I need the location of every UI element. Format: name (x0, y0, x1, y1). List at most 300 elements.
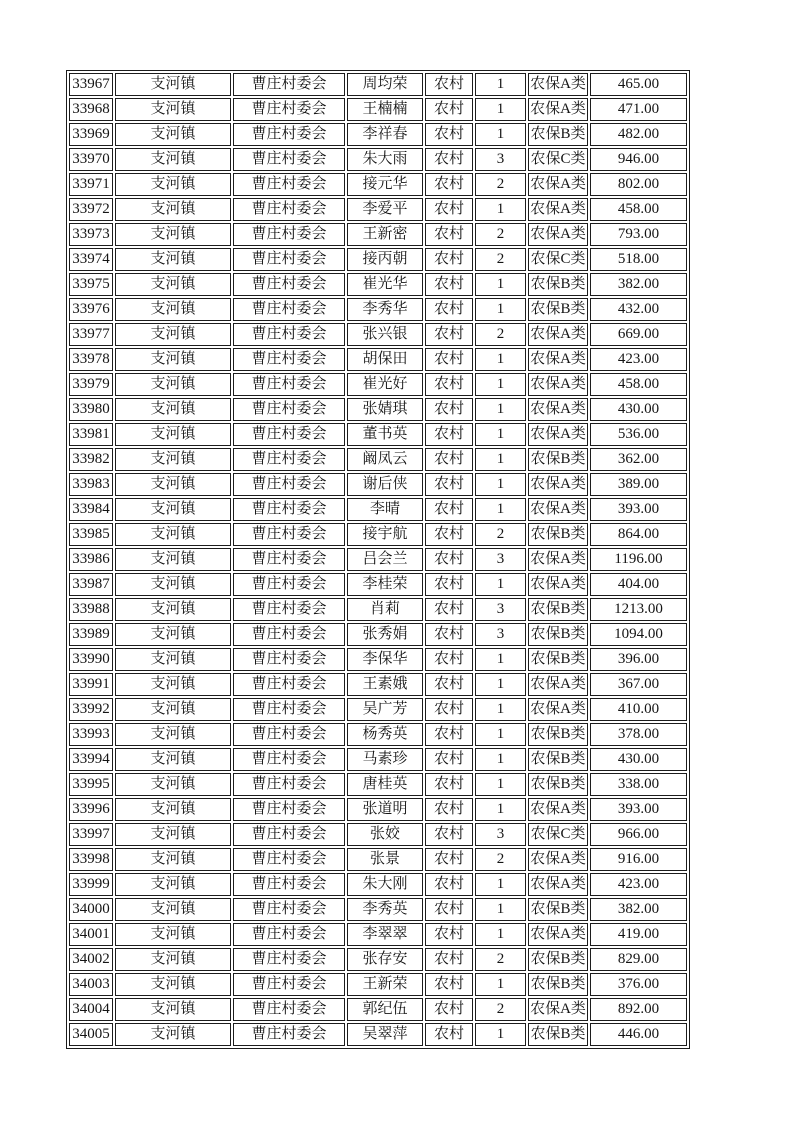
cell-town: 支河镇 (115, 398, 231, 421)
cell-residence: 农村 (425, 923, 473, 946)
table-row (69, 98, 687, 121)
cell-count: 1 (475, 773, 526, 796)
cell-id: 33992 (69, 698, 113, 721)
cell-town: 支河镇 (115, 548, 231, 571)
cell-town: 支河镇 (115, 123, 231, 146)
cell-amount: 966.00 (590, 823, 687, 846)
cell-residence: 农村 (425, 973, 473, 996)
cell-insurance_type: 农保A类 (528, 848, 588, 871)
cell-village: 曹庄村委会 (233, 798, 345, 821)
cell-town: 支河镇 (115, 798, 231, 821)
cell-name: 李翠翠 (347, 923, 423, 946)
cell-insurance_type: 农保A类 (528, 673, 588, 696)
cell-amount: 829.00 (590, 948, 687, 971)
cell-insurance_type: 农保A类 (528, 348, 588, 371)
cell-id: 33997 (69, 823, 113, 846)
table-row (69, 598, 687, 621)
cell-insurance_type: 农保C类 (528, 148, 588, 171)
cell-residence: 农村 (425, 598, 473, 621)
cell-residence: 农村 (425, 323, 473, 346)
cell-insurance_type: 农保A类 (528, 423, 588, 446)
table-row (69, 248, 687, 271)
cell-town: 支河镇 (115, 923, 231, 946)
cell-amount: 536.00 (590, 423, 687, 446)
cell-village: 曹庄村委会 (233, 373, 345, 396)
cell-id: 33972 (69, 198, 113, 221)
cell-town: 支河镇 (115, 998, 231, 1021)
cell-count: 1 (475, 798, 526, 821)
cell-residence: 农村 (425, 898, 473, 921)
cell-count: 1 (475, 473, 526, 496)
cell-id: 33969 (69, 123, 113, 146)
cell-village: 曹庄村委会 (233, 648, 345, 671)
cell-town: 支河镇 (115, 98, 231, 121)
cell-amount: 423.00 (590, 348, 687, 371)
cell-count: 1 (475, 348, 526, 371)
cell-residence: 农村 (425, 723, 473, 746)
cell-insurance_type: 农保B类 (528, 523, 588, 546)
cell-amount: 1094.00 (590, 623, 687, 646)
cell-amount: 362.00 (590, 448, 687, 471)
cell-id: 33998 (69, 848, 113, 871)
cell-town: 支河镇 (115, 473, 231, 496)
cell-name: 李秀英 (347, 898, 423, 921)
cell-count: 2 (475, 248, 526, 271)
cell-id: 33994 (69, 748, 113, 771)
cell-town: 支河镇 (115, 723, 231, 746)
table-row (69, 748, 687, 771)
cell-town: 支河镇 (115, 423, 231, 446)
cell-insurance_type: 农保A类 (528, 873, 588, 896)
cell-amount: 946.00 (590, 148, 687, 171)
cell-id: 34003 (69, 973, 113, 996)
cell-village: 曹庄村委会 (233, 248, 345, 271)
cell-town: 支河镇 (115, 148, 231, 171)
cell-insurance_type: 农保C类 (528, 248, 588, 271)
cell-insurance_type: 农保A类 (528, 573, 588, 596)
insurance-payment-table (66, 70, 690, 1049)
cell-residence: 农村 (425, 573, 473, 596)
cell-name: 朱大雨 (347, 148, 423, 171)
cell-insurance_type: 农保B类 (528, 648, 588, 671)
cell-village: 曹庄村委会 (233, 548, 345, 571)
cell-town: 支河镇 (115, 573, 231, 596)
cell-residence: 农村 (425, 648, 473, 671)
cell-id: 33981 (69, 423, 113, 446)
cell-village: 曹庄村委会 (233, 973, 345, 996)
cell-residence: 农村 (425, 523, 473, 546)
cell-insurance_type: 农保B类 (528, 123, 588, 146)
cell-village: 曹庄村委会 (233, 273, 345, 296)
cell-residence: 农村 (425, 673, 473, 696)
cell-village: 曹庄村委会 (233, 773, 345, 796)
cell-residence: 农村 (425, 473, 473, 496)
cell-name: 吕会兰 (347, 548, 423, 571)
cell-id: 33977 (69, 323, 113, 346)
cell-residence: 农村 (425, 998, 473, 1021)
table-row (69, 898, 687, 921)
cell-name: 郭纪伍 (347, 998, 423, 1021)
table-row (69, 798, 687, 821)
cell-residence: 农村 (425, 148, 473, 171)
cell-town: 支河镇 (115, 948, 231, 971)
cell-town: 支河镇 (115, 323, 231, 346)
table-row (69, 298, 687, 321)
cell-village: 曹庄村委会 (233, 423, 345, 446)
cell-amount: 430.00 (590, 398, 687, 421)
cell-id: 33996 (69, 798, 113, 821)
cell-amount: 393.00 (590, 498, 687, 521)
cell-village: 曹庄村委会 (233, 898, 345, 921)
cell-count: 1 (475, 723, 526, 746)
cell-residence: 农村 (425, 798, 473, 821)
cell-name: 张姣 (347, 823, 423, 846)
cell-name: 张婧琪 (347, 398, 423, 421)
cell-town: 支河镇 (115, 198, 231, 221)
cell-name: 王素娥 (347, 673, 423, 696)
table-row (69, 223, 687, 246)
table-row (69, 148, 687, 171)
cell-id: 33982 (69, 448, 113, 471)
cell-amount: 382.00 (590, 273, 687, 296)
cell-insurance_type: 农保B类 (528, 748, 588, 771)
cell-count: 1 (475, 373, 526, 396)
cell-residence: 农村 (425, 198, 473, 221)
cell-amount: 892.00 (590, 998, 687, 1021)
cell-amount: 864.00 (590, 523, 687, 546)
cell-name: 崔光华 (347, 273, 423, 296)
cell-village: 曹庄村委会 (233, 923, 345, 946)
cell-amount: 393.00 (590, 798, 687, 821)
cell-id: 33980 (69, 398, 113, 421)
cell-id: 33993 (69, 723, 113, 746)
cell-residence: 农村 (425, 98, 473, 121)
cell-town: 支河镇 (115, 898, 231, 921)
cell-id: 33989 (69, 623, 113, 646)
cell-count: 1 (475, 423, 526, 446)
cell-name: 李爱平 (347, 198, 423, 221)
cell-count: 1 (475, 273, 526, 296)
table-row (69, 398, 687, 421)
table-row (69, 173, 687, 196)
cell-name: 王新密 (347, 223, 423, 246)
cell-amount: 432.00 (590, 298, 687, 321)
cell-insurance_type: 农保A类 (528, 398, 588, 421)
cell-town: 支河镇 (115, 648, 231, 671)
cell-name: 阚凤云 (347, 448, 423, 471)
cell-name: 接宇航 (347, 523, 423, 546)
cell-residence: 农村 (425, 848, 473, 871)
cell-insurance_type: 农保C类 (528, 823, 588, 846)
cell-town: 支河镇 (115, 273, 231, 296)
cell-insurance_type: 农保B类 (528, 623, 588, 646)
cell-residence: 农村 (425, 223, 473, 246)
table-row (69, 423, 687, 446)
cell-town: 支河镇 (115, 973, 231, 996)
table-row (69, 873, 687, 896)
cell-id: 33999 (69, 873, 113, 896)
cell-amount: 378.00 (590, 723, 687, 746)
cell-name: 朱大刚 (347, 873, 423, 896)
cell-village: 曹庄村委会 (233, 598, 345, 621)
cell-residence: 农村 (425, 123, 473, 146)
cell-name: 唐桂英 (347, 773, 423, 796)
cell-village: 曹庄村委会 (233, 873, 345, 896)
cell-name: 杨秀英 (347, 723, 423, 746)
cell-count: 1 (475, 298, 526, 321)
cell-insurance_type: 农保A类 (528, 923, 588, 946)
cell-count: 1 (475, 73, 526, 96)
cell-residence: 农村 (425, 398, 473, 421)
cell-id: 33978 (69, 348, 113, 371)
cell-amount: 669.00 (590, 323, 687, 346)
cell-village: 曹庄村委会 (233, 448, 345, 471)
cell-amount: 423.00 (590, 873, 687, 896)
cell-id: 34005 (69, 1023, 113, 1046)
cell-insurance_type: 农保B类 (528, 773, 588, 796)
cell-village: 曹庄村委会 (233, 173, 345, 196)
cell-name: 谢后侠 (347, 473, 423, 496)
table-row (69, 73, 687, 96)
cell-residence: 农村 (425, 698, 473, 721)
cell-village: 曹庄村委会 (233, 223, 345, 246)
table-row (69, 523, 687, 546)
cell-town: 支河镇 (115, 848, 231, 871)
table-row (69, 548, 687, 571)
cell-id: 33979 (69, 373, 113, 396)
cell-name: 张兴银 (347, 323, 423, 346)
cell-amount: 793.00 (590, 223, 687, 246)
cell-count: 3 (475, 598, 526, 621)
cell-residence: 农村 (425, 773, 473, 796)
cell-village: 曹庄村委会 (233, 523, 345, 546)
cell-village: 曹庄村委会 (233, 298, 345, 321)
cell-residence: 农村 (425, 448, 473, 471)
cell-village: 曹庄村委会 (233, 198, 345, 221)
table-row (69, 1023, 687, 1046)
cell-town: 支河镇 (115, 373, 231, 396)
cell-count: 1 (475, 748, 526, 771)
cell-name: 张道明 (347, 798, 423, 821)
cell-amount: 396.00 (590, 648, 687, 671)
cell-town: 支河镇 (115, 73, 231, 96)
cell-village: 曹庄村委会 (233, 948, 345, 971)
table-row (69, 698, 687, 721)
cell-count: 1 (475, 573, 526, 596)
cell-residence: 农村 (425, 748, 473, 771)
cell-name: 张景 (347, 848, 423, 871)
cell-id: 34004 (69, 998, 113, 1021)
cell-amount: 1213.00 (590, 598, 687, 621)
cell-amount: 916.00 (590, 848, 687, 871)
cell-amount: 471.00 (590, 98, 687, 121)
cell-id: 33976 (69, 298, 113, 321)
cell-amount: 389.00 (590, 473, 687, 496)
cell-id: 33988 (69, 598, 113, 621)
cell-amount: 465.00 (590, 73, 687, 96)
cell-count: 1 (475, 648, 526, 671)
cell-residence: 农村 (425, 873, 473, 896)
cell-name: 接元华 (347, 173, 423, 196)
cell-id: 34002 (69, 948, 113, 971)
cell-name: 崔光好 (347, 373, 423, 396)
cell-village: 曹庄村委会 (233, 73, 345, 96)
cell-village: 曹庄村委会 (233, 748, 345, 771)
cell-residence: 农村 (425, 623, 473, 646)
table-row (69, 473, 687, 496)
cell-town: 支河镇 (115, 598, 231, 621)
cell-insurance_type: 农保B类 (528, 1023, 588, 1046)
cell-count: 3 (475, 823, 526, 846)
cell-insurance_type: 农保B类 (528, 273, 588, 296)
cell-amount: 338.00 (590, 773, 687, 796)
cell-village: 曹庄村委会 (233, 723, 345, 746)
table-row (69, 823, 687, 846)
cell-id: 33995 (69, 773, 113, 796)
cell-residence: 农村 (425, 298, 473, 321)
cell-village: 曹庄村委会 (233, 698, 345, 721)
cell-id: 34000 (69, 898, 113, 921)
cell-count: 2 (475, 523, 526, 546)
cell-village: 曹庄村委会 (233, 848, 345, 871)
cell-insurance_type: 农保A类 (528, 173, 588, 196)
table-row (69, 948, 687, 971)
cell-village: 曹庄村委会 (233, 148, 345, 171)
cell-id: 33986 (69, 548, 113, 571)
cell-count: 2 (475, 998, 526, 1021)
cell-name: 李晴 (347, 498, 423, 521)
cell-amount: 458.00 (590, 373, 687, 396)
cell-id: 33973 (69, 223, 113, 246)
cell-town: 支河镇 (115, 298, 231, 321)
cell-residence: 农村 (425, 948, 473, 971)
table-row (69, 673, 687, 696)
cell-insurance_type: 农保B类 (528, 898, 588, 921)
cell-name: 张秀娟 (347, 623, 423, 646)
cell-insurance_type: 农保B类 (528, 598, 588, 621)
cell-name: 王新荣 (347, 973, 423, 996)
cell-count: 1 (475, 123, 526, 146)
cell-amount: 458.00 (590, 198, 687, 221)
cell-name: 李秀华 (347, 298, 423, 321)
cell-insurance_type: 农保A类 (528, 198, 588, 221)
cell-count: 2 (475, 848, 526, 871)
cell-town: 支河镇 (115, 698, 231, 721)
cell-count: 1 (475, 448, 526, 471)
table-row (69, 273, 687, 296)
cell-village: 曹庄村委会 (233, 1023, 345, 1046)
cell-insurance_type: 农保A类 (528, 98, 588, 121)
cell-count: 2 (475, 223, 526, 246)
cell-insurance_type: 农保A类 (528, 698, 588, 721)
cell-village: 曹庄村委会 (233, 323, 345, 346)
cell-residence: 农村 (425, 373, 473, 396)
table-row (69, 623, 687, 646)
cell-town: 支河镇 (115, 523, 231, 546)
cell-name: 吴广芳 (347, 698, 423, 721)
cell-id: 33991 (69, 673, 113, 696)
table-row (69, 373, 687, 396)
cell-insurance_type: 农保B类 (528, 298, 588, 321)
table-row (69, 773, 687, 796)
cell-insurance_type: 农保B类 (528, 973, 588, 996)
cell-village: 曹庄村委会 (233, 998, 345, 1021)
cell-id: 33985 (69, 523, 113, 546)
cell-amount: 410.00 (590, 698, 687, 721)
cell-insurance_type: 农保B类 (528, 948, 588, 971)
cell-amount: 518.00 (590, 248, 687, 271)
cell-amount: 802.00 (590, 173, 687, 196)
cell-residence: 农村 (425, 498, 473, 521)
cell-count: 1 (475, 973, 526, 996)
cell-town: 支河镇 (115, 173, 231, 196)
cell-insurance_type: 农保A类 (528, 473, 588, 496)
cell-count: 1 (475, 1023, 526, 1046)
cell-insurance_type: 农保A类 (528, 323, 588, 346)
cell-count: 1 (475, 198, 526, 221)
cell-id: 33990 (69, 648, 113, 671)
cell-id: 33968 (69, 98, 113, 121)
cell-amount: 382.00 (590, 898, 687, 921)
cell-name: 吴翠萍 (347, 1023, 423, 1046)
cell-count: 2 (475, 948, 526, 971)
cell-count: 1 (475, 673, 526, 696)
cell-count: 1 (475, 498, 526, 521)
cell-insurance_type: 农保A类 (528, 998, 588, 1021)
cell-amount: 430.00 (590, 748, 687, 771)
cell-name: 李祥春 (347, 123, 423, 146)
cell-insurance_type: 农保A类 (528, 373, 588, 396)
cell-name: 胡保田 (347, 348, 423, 371)
table-row (69, 198, 687, 221)
cell-residence: 农村 (425, 423, 473, 446)
cell-id: 33984 (69, 498, 113, 521)
cell-town: 支河镇 (115, 748, 231, 771)
cell-insurance_type: 农保A类 (528, 798, 588, 821)
cell-residence: 农村 (425, 273, 473, 296)
cell-town: 支河镇 (115, 873, 231, 896)
cell-count: 3 (475, 548, 526, 571)
cell-name: 董书英 (347, 423, 423, 446)
table-row (69, 498, 687, 521)
cell-town: 支河镇 (115, 498, 231, 521)
table-row (69, 648, 687, 671)
cell-town: 支河镇 (115, 448, 231, 471)
cell-count: 1 (475, 698, 526, 721)
cell-count: 2 (475, 173, 526, 196)
cell-town: 支河镇 (115, 823, 231, 846)
cell-residence: 农村 (425, 823, 473, 846)
cell-count: 3 (475, 623, 526, 646)
cell-village: 曹庄村委会 (233, 348, 345, 371)
table-row (69, 323, 687, 346)
cell-town: 支河镇 (115, 223, 231, 246)
cell-name: 肖莉 (347, 598, 423, 621)
cell-village: 曹庄村委会 (233, 473, 345, 496)
cell-village: 曹庄村委会 (233, 398, 345, 421)
table-body (69, 73, 687, 1046)
cell-id: 33974 (69, 248, 113, 271)
cell-insurance_type: 农保B类 (528, 723, 588, 746)
cell-village: 曹庄村委会 (233, 673, 345, 696)
table-row (69, 123, 687, 146)
cell-name: 马素珍 (347, 748, 423, 771)
table-row (69, 848, 687, 871)
cell-name: 李桂荣 (347, 573, 423, 596)
cell-residence: 农村 (425, 173, 473, 196)
table-sheet (66, 70, 690, 1049)
table-row (69, 448, 687, 471)
